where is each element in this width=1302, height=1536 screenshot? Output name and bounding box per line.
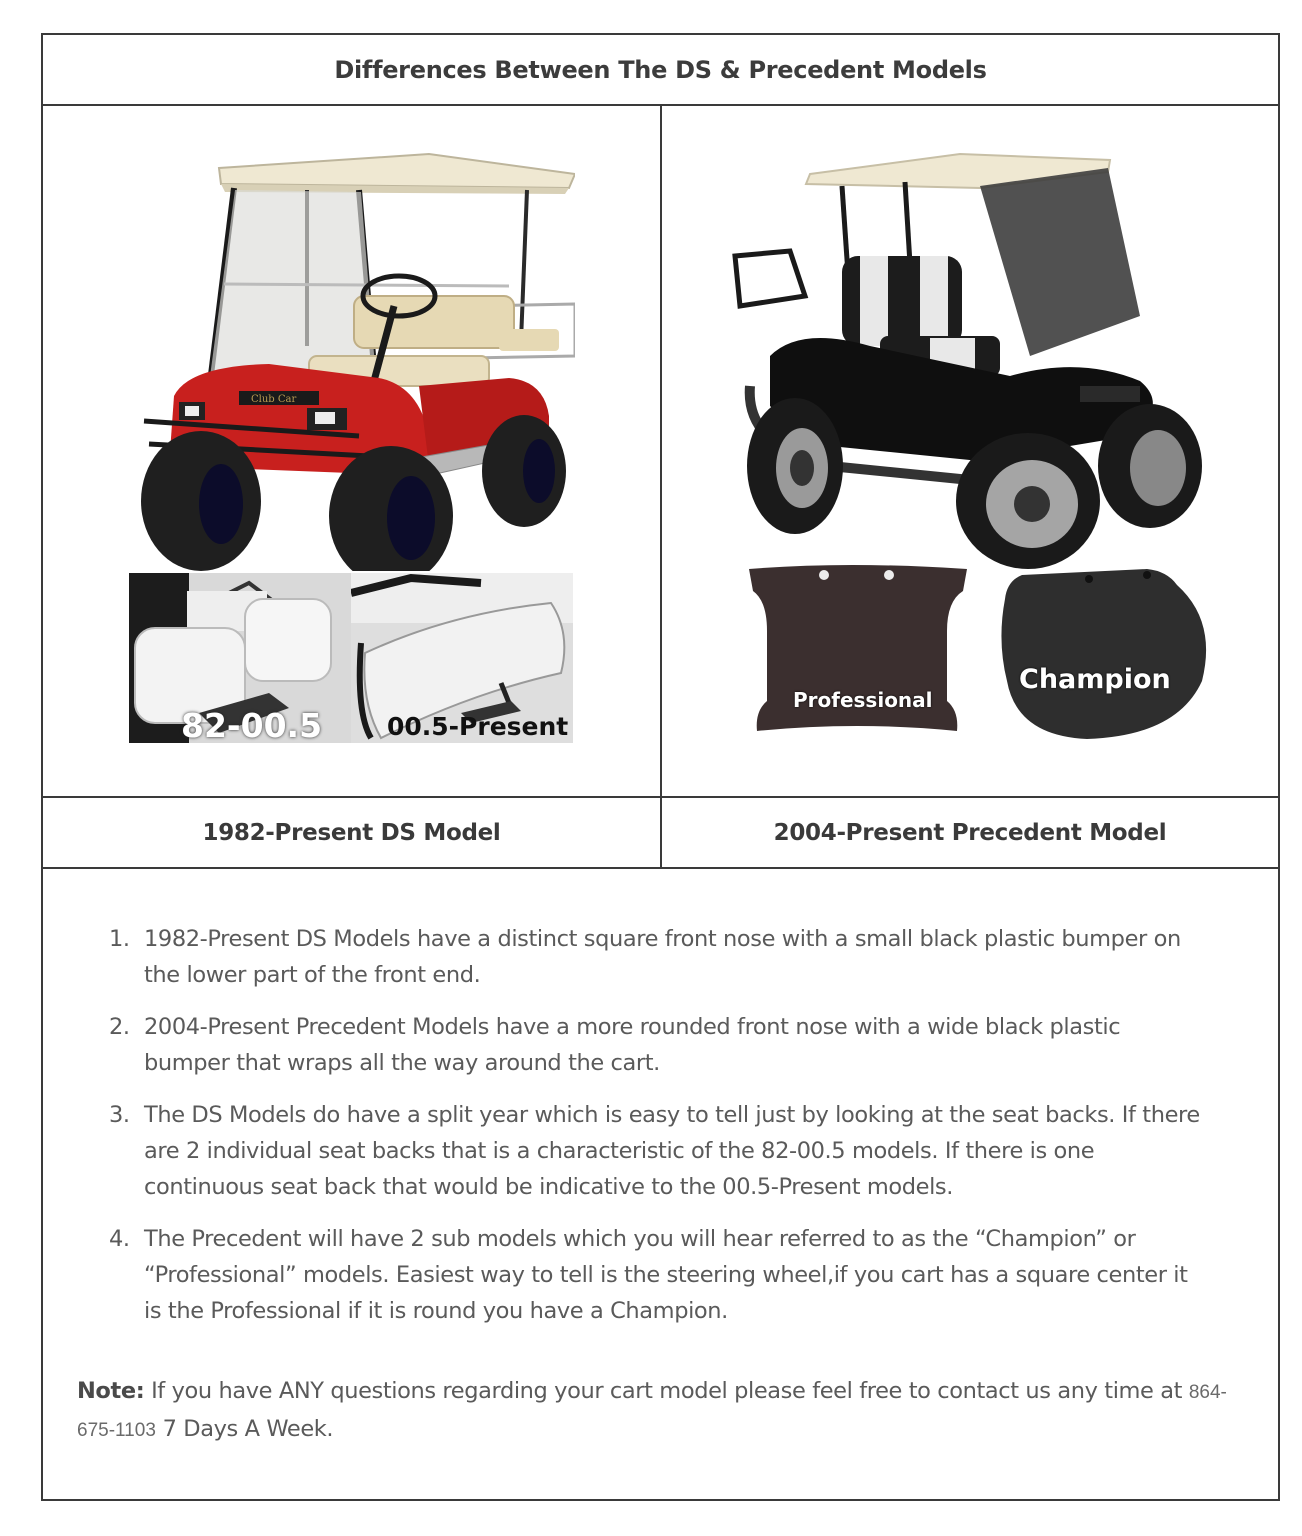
note-text-after: 7 Days A Week. (155, 1416, 334, 1442)
differences-body (43, 869, 1278, 1499)
precedent-image-cell (662, 106, 1278, 796)
ds-image-cell (43, 106, 662, 796)
page-title: Differences Between The DS & Precedent Models (334, 55, 987, 84)
ds-model-label-cell (43, 798, 662, 867)
precedent-model-label-cell (662, 798, 1278, 867)
precedent-model-label: 2004-Present Precedent Model (773, 819, 1167, 846)
seat-caption-82-00-5: 82-00.5 (181, 706, 323, 743)
list-number: 3. (109, 1102, 130, 1128)
precedent-cart-image (730, 146, 1230, 571)
seat-caption-00-5-present: 00.5-Present (387, 712, 569, 741)
list-text: The Precedent will have 2 sub models which you will hear referred to as the “Champion” or “Professional” models. Easiest way to tell is the steering wheel,if you cart has a square center it is the Professional if it is round you have a Champion. (144, 1226, 1188, 1324)
contact-note (77, 1373, 1247, 1449)
list-item (109, 921, 1209, 993)
list-text: 2004-Present Precedent Models have a more rounded front nose with a wide black plastic bumper that wraps all the way around the cart. (144, 1014, 1121, 1076)
list-text: 1982-Present DS Models have a distinct square front nose with a small black plastic bumper on the lower part of the front end. (144, 926, 1181, 988)
list-item (109, 1221, 1209, 1329)
svg-text:Club Car: Club Car (251, 394, 297, 405)
list-number: 4. (109, 1226, 130, 1252)
note-label: Note: (77, 1378, 145, 1404)
list-number: 1. (109, 926, 130, 952)
note-text-before: If you have ANY questions regarding your cart model please feel free to contact us any time at (144, 1378, 1189, 1404)
steering-wheel-centers (747, 561, 1227, 741)
images-row (43, 106, 1278, 798)
ds-cart-image (129, 146, 575, 571)
seat-photo-00-5-present (351, 573, 573, 743)
ds-model-label: 1982-Present DS Model (202, 819, 501, 846)
comparison-table (41, 33, 1280, 1501)
phone-number-link[interactable]: 864-675-1103 (77, 1382, 1227, 1441)
table-title-row (43, 35, 1278, 106)
list-text: The DS Models do have a split year which is easy to tell just by looking at the seat backs. If there are 2 individual seat backs that is a characteristic of the 82-00.5 models. If there is one continuous seat back that would be indicative to the 00.5-Present models. (144, 1102, 1200, 1200)
list-item (109, 1097, 1209, 1205)
seat-photo-82-00-5 (129, 573, 351, 743)
list-number: 2. (109, 1014, 130, 1040)
model-labels-row (43, 798, 1278, 869)
list-item (109, 1009, 1209, 1081)
ds-seat-back-photos (129, 573, 573, 743)
wheel-caption-champion: Champion (1019, 664, 1171, 695)
wheel-caption-professional: Professional (793, 688, 933, 712)
differences-list (109, 921, 1209, 1345)
